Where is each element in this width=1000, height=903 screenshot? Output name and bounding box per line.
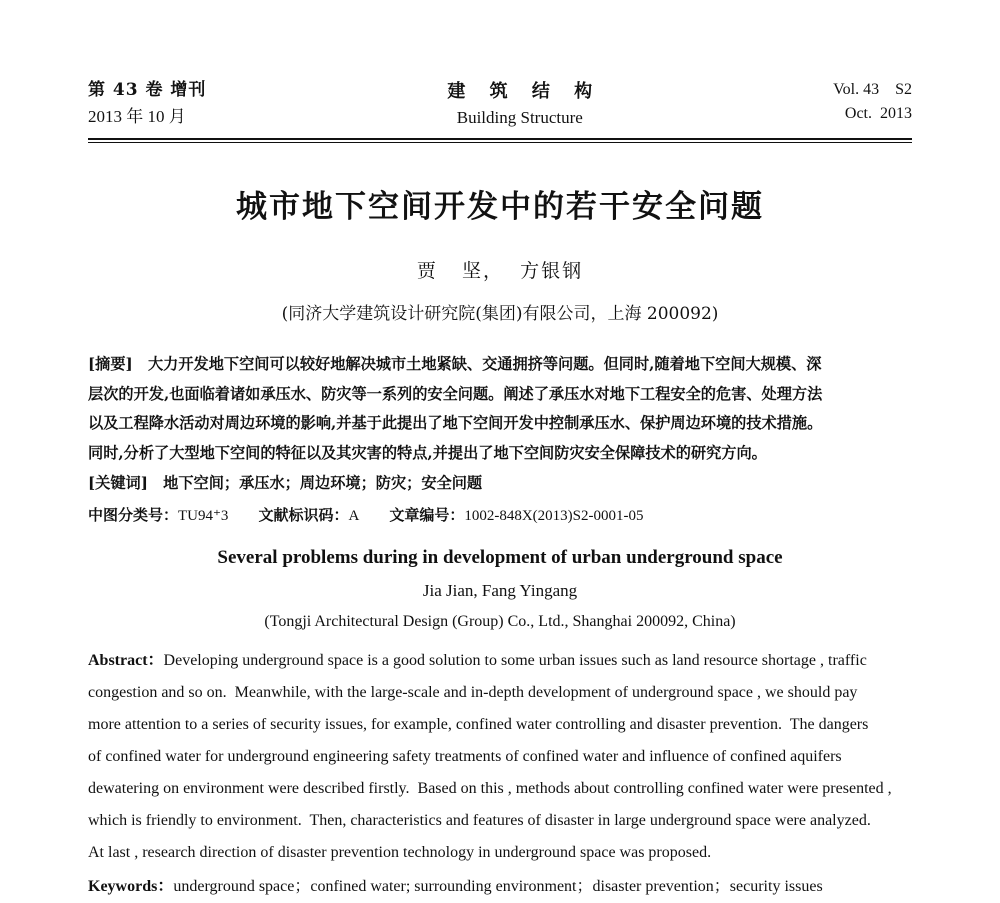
abstract-cn-line-4: 同时,分析了大型地下空间的特征以及其灾害的特点,并提出了地下空间防灾安全保障技术的研究方向。 — [88, 443, 767, 462]
page-title: 城市地下空间开发中的若干安全问题 — [236, 189, 764, 225]
masthead — [88, 78, 912, 134]
keywords-en-text: underground space；confined water; surrounding environment；disaster prevention；security issues — [173, 878, 823, 896]
title-en: Several problems during in development of urban underground space — [217, 547, 783, 569]
doc-code-label: 文献标识码： — [258, 506, 349, 525]
abstract-en-line-6 — [88, 805, 912, 837]
masthead-right — [833, 78, 912, 126]
abstract-en-line-2 — [88, 677, 912, 709]
abstract-cn-label: [摘要] — [88, 355, 133, 373]
authors-cn: 贾 坚， 方银钢 — [416, 260, 584, 282]
date-en: Oct. 2013 — [844, 105, 912, 122]
keywords-en — [88, 871, 912, 903]
abstract-en-text-6: which is friendly to environment. Then, characteristics and features of disaster in large underground space were analyzed. — [88, 812, 871, 830]
classification-line — [88, 504, 912, 525]
masthead-divider — [88, 138, 912, 143]
keywords-cn-label: [关键词] — [88, 473, 148, 492]
abstract-en-line-7: At last , research direction of disaster prevention technology in underground space was proposed. — [88, 844, 712, 862]
journal-title-en: Building Structure — [456, 108, 583, 127]
abstract-en-label: Abstract： — [88, 652, 164, 670]
volume-cn: 第 43 卷 增刊 — [88, 80, 207, 100]
keywords-cn — [88, 469, 912, 499]
date-cn: 2013 年 10 月 — [88, 106, 186, 126]
clc-label: 中图分类号： — [88, 506, 179, 525]
journal-title-cn: 建 筑 结 构 — [447, 81, 602, 102]
authors-en: Jia Jian, Fang Yingang — [422, 581, 578, 601]
abstract-en-line-3 — [88, 709, 912, 741]
abstract-en-line-4 — [88, 741, 912, 773]
abstract-en-line-5 — [88, 773, 912, 805]
abstract-en-text-4: of confined water for underground engineering safety treatments of confined water and influence of confined aquifers — [88, 748, 842, 766]
abstract-cn-text-1: 大力开发地下空间可以较好地解决城市土地紧缺、交通拥挤等问题。但同时,随着地下空间大规模、深 — [147, 355, 822, 373]
masthead-center — [206, 78, 833, 131]
affiliation-cn: (同济大学建筑设计研究院(集团)有限公司，上海 200092) — [281, 304, 719, 324]
keywords-cn-text: 地下空间；承压水；周边环境；防灾；安全问题 — [163, 473, 483, 492]
abstract-cn-line-2: 层次的开发,也面临着诸如承压水、防灾等一系列的安全问题。阐述了承压水对地下工程安全的危害、处理方法 — [88, 384, 823, 403]
abstract-en-text-2: congestion and so on. Meanwhile, with the large-scale and in-depth development of underground space , we should pay — [88, 684, 858, 702]
abstract-en-text-5: dewatering on environment were described firstly. Based on this , methods about controlling confined water were presented , — [88, 780, 892, 798]
abstract-en — [88, 645, 912, 903]
doc-code-value: A — [348, 508, 360, 525]
abstract-cn-line-3: 以及工程降水活动对周边环境的影响,并基于此提出了地下空间开发中控制承压水、保护周边环境的技术措施。 — [88, 414, 823, 433]
affiliation-en: (Tongji Architectural Design (Group) Co., Ltd., Shanghai 200092, China) — [264, 613, 736, 631]
article-id-label: 文章编号： — [389, 506, 465, 525]
abstract-en-text-1: Developing underground space is a good solution to some urban issues such as land resource shortage , traffic — [163, 652, 867, 670]
clc-value: TU94⁺3 — [178, 508, 229, 525]
abstract-en-text-3: more attention to a series of security issues, for example, confined water controlling and disaster prevention. The dangers — [88, 716, 869, 734]
masthead-left — [88, 78, 206, 129]
article-id-value: 1002-848X(2013)S2-0001-05 — [464, 508, 644, 525]
abstract-cn-line-1 — [88, 350, 912, 380]
keywords-en-label: Keywords： — [88, 878, 174, 896]
volume-en: Vol. 43 S2 — [833, 81, 912, 98]
abstract-cn — [88, 350, 912, 498]
page-content — [88, 78, 912, 903]
abstract-en-line-1 — [88, 645, 912, 677]
